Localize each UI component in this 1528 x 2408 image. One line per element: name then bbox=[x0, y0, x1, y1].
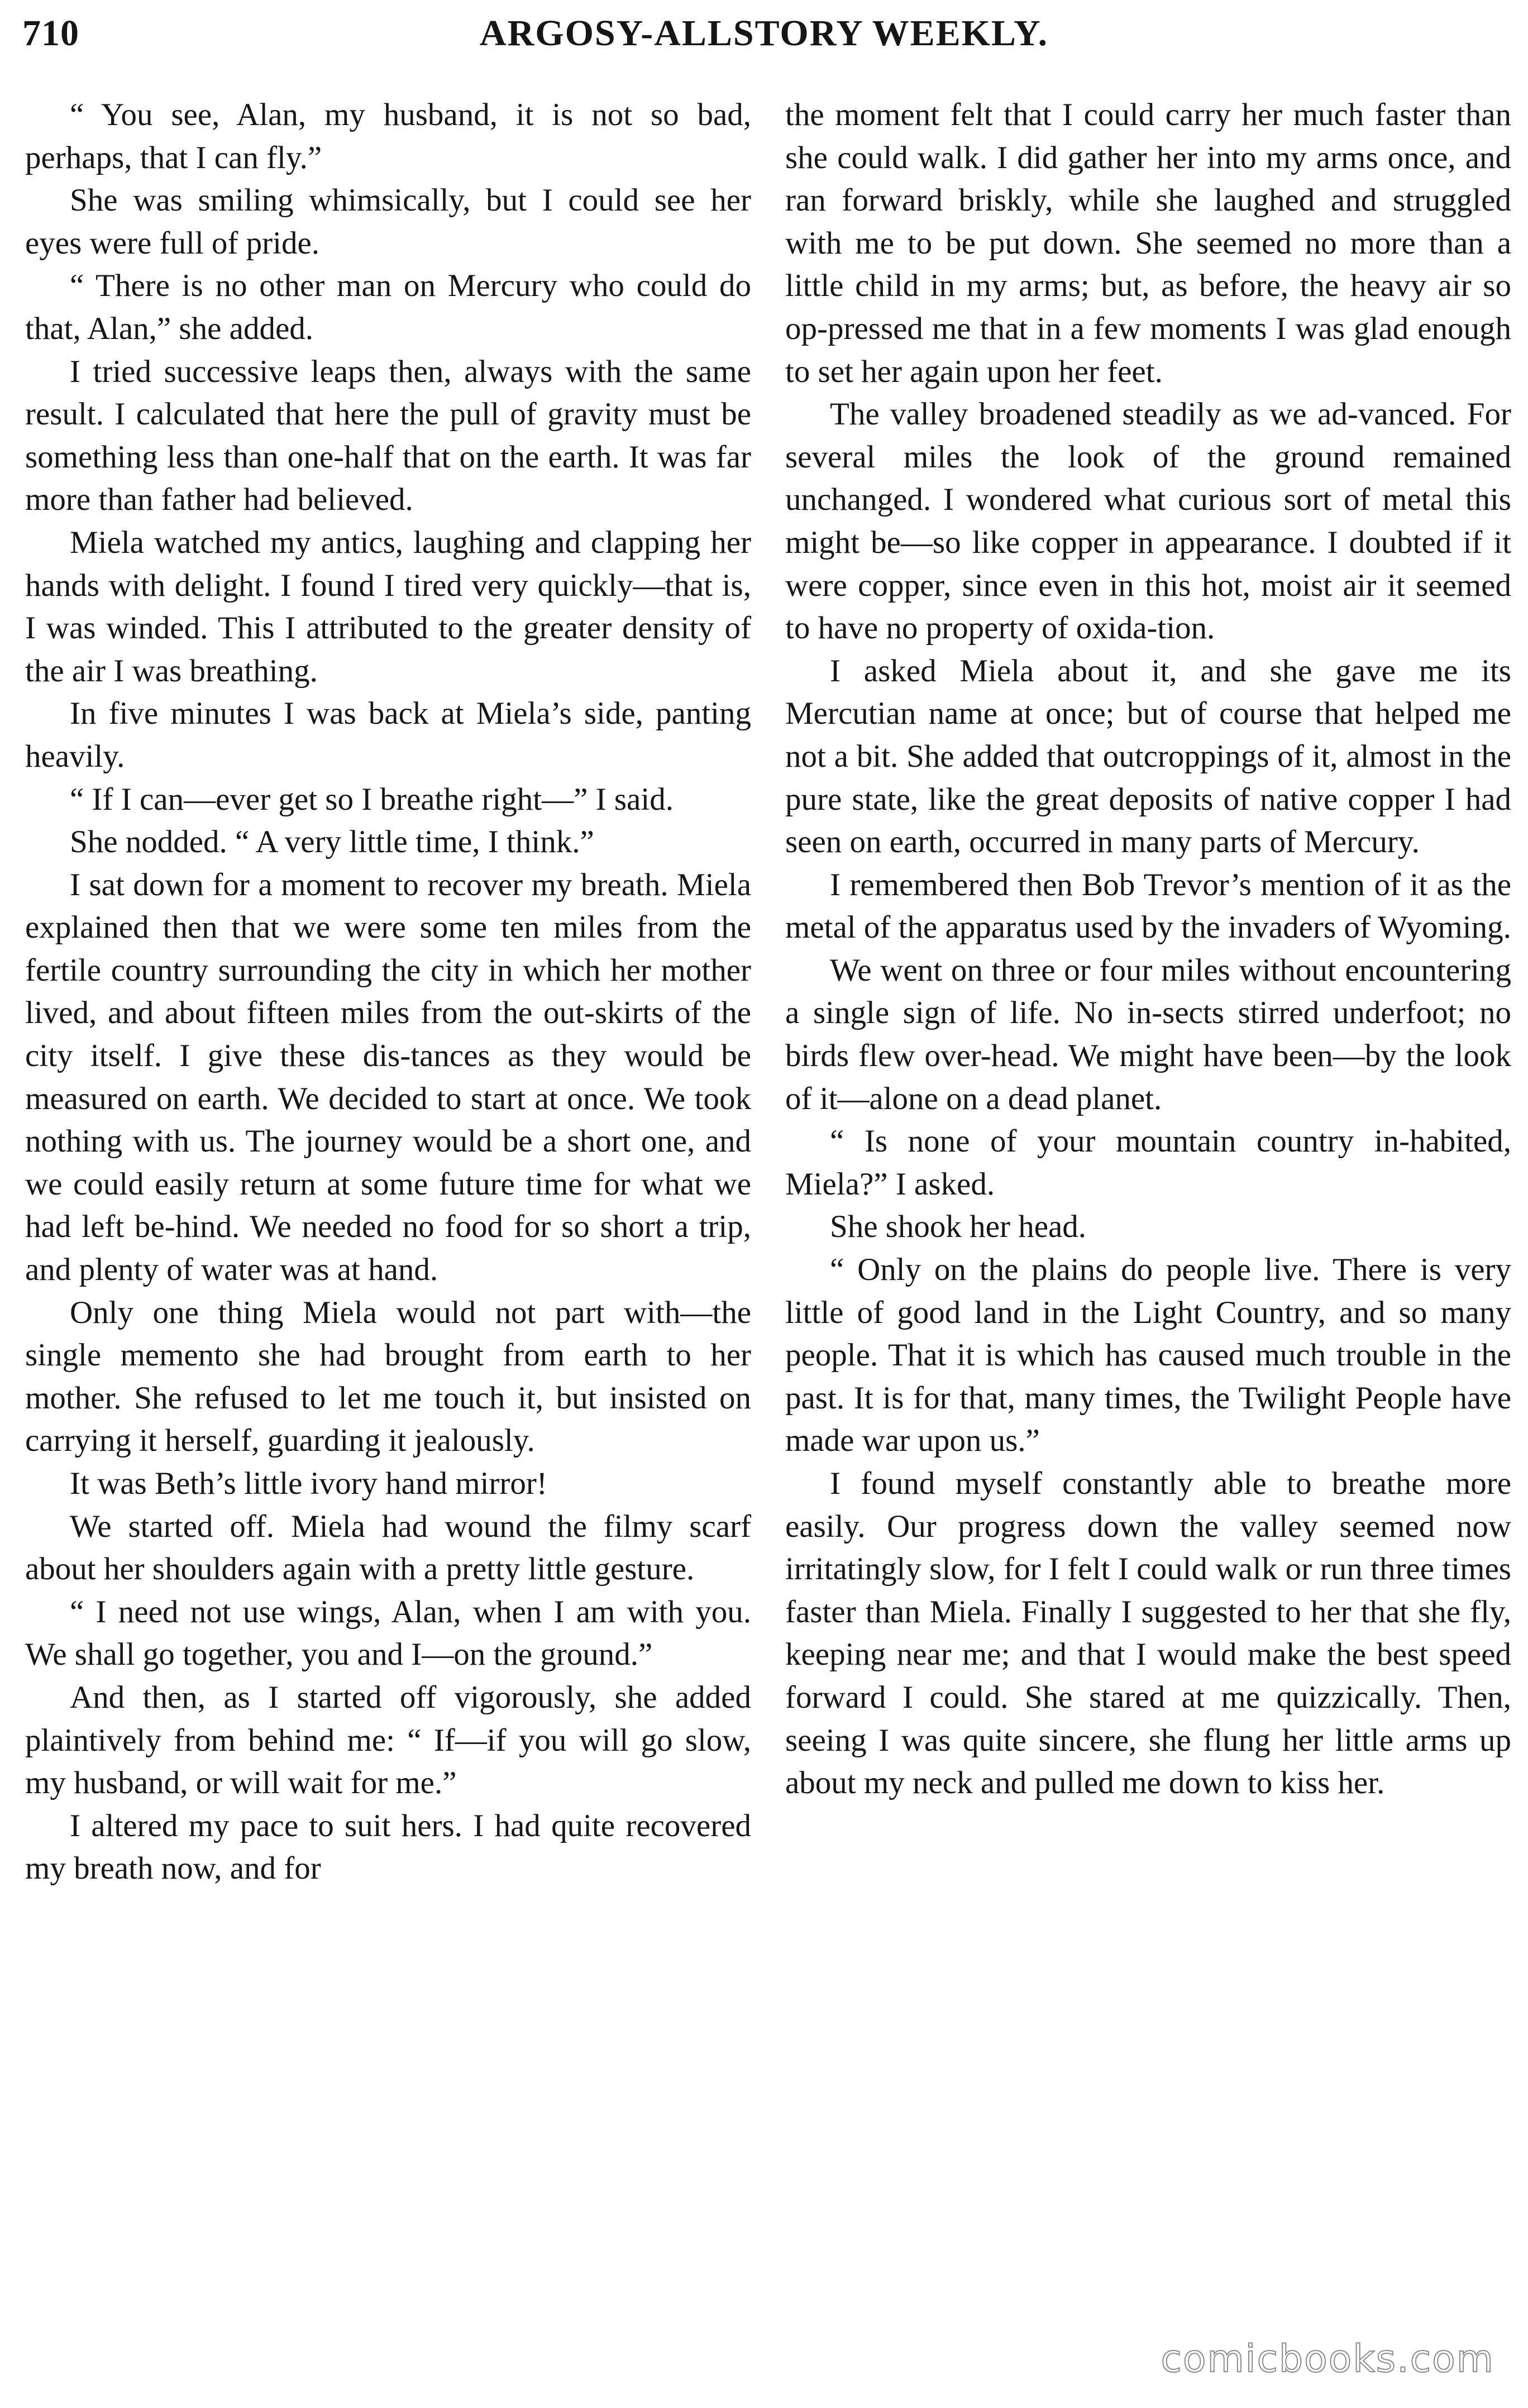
paragraph: “ Is none of your mountain country in-habited, Miela?” I asked. bbox=[785, 1124, 1511, 1202]
running-head-publication-title: ARGOSY-ALLSTORY WEEKLY. bbox=[479, 13, 1049, 54]
paragraph: I found myself constantly able to breathe more easily. Our progress down the valley seemed now irritatingly slow, for I felt I could walk or run three times faster than Miela. Finally I suggested to her that she fly, keeping near me; and that I would make the best speed forward I could. She stared at me quizzically. Then, seeing I was quite sincere, she flung her little arms up about my neck and pulled me down to kiss her. bbox=[785, 1466, 1511, 1801]
paragraph: I sat down for a moment to recover my breath. Miela explained then that we were some ten miles from the fertile country surrounding the city in which her mother lived, and about fifteen miles from the out-skirts of the city itself. I give these dis-tances as they would be measured on earth. We decided to start at once. We took nothing with us. The journey would be a short one, and we could easily return at some future time for what we had left be-hind. We needed no food for so short a trip, and plenty of water was at hand. bbox=[25, 867, 751, 1288]
paragraph: It was Beth’s little ivory hand mirror! bbox=[70, 1466, 547, 1501]
paragraph: Only one thing Miela would not part with—the single memento she had brought from earth to her mother. She refused to let me touch it, but insisted on carrying it herself, guarding it jealously. bbox=[25, 1294, 751, 1459]
paragraph: “ I need not use wings, Alan, when I am with you. We shall go together, you and I—on the ground.” bbox=[25, 1594, 751, 1673]
watermark: comicbooks.com bbox=[1161, 2337, 1494, 2381]
right-column bbox=[785, 94, 1511, 1805]
left-column bbox=[25, 94, 751, 1890]
paragraph: “ Only on the plains do people live. There is very little of good land in the Light Country, and so many people. That it is which has caused much trouble in the past. It is for that, many times, the Twilight People have made war upon us.” bbox=[785, 1252, 1511, 1459]
paragraph: I remembered then Bob Trevor’s mention of it as the metal of the apparatus used by the invaders of Wyoming. bbox=[785, 867, 1511, 945]
paragraph: I asked Miela about it, and she gave me its Mercutian name at once; but of course that helped me not a bit. She added that outcroppings of it, almost in the pure state, like the great deposits of native copper I had seen on earth, occurred in many parts of Mercury. bbox=[785, 653, 1511, 860]
paragraph: “ You see, Alan, my husband, it is not so bad, perhaps, that I can fly.” bbox=[25, 97, 751, 175]
paragraph: The valley broadened steadily as we ad-vanced. For several miles the look of the ground remained unchanged. I wondered what curious sort of metal this might be—so like copper in appearance. I doubted if it were copper, since even in this hot, moist air it seemed to have no property of oxida-tion. bbox=[785, 396, 1511, 646]
paragraph: We started off. Miela had wound the filmy scarf about her shoulders again with a pretty little gesture. bbox=[25, 1508, 751, 1587]
paragraph: “ There is no other man on Mercury who could do that, Alan,” she added. bbox=[25, 268, 751, 346]
paragraph: She was smiling whimsically, but I could see her eyes were full of pride. bbox=[25, 183, 751, 261]
paragraph: We went on three or four miles without encountering a single sign of life. No in-sects stirred underfoot; no birds flew over-head. We might have been—by the look of it—alone on a dead planet. bbox=[785, 952, 1511, 1116]
paragraph: She nodded. “ A very little time, I think.” bbox=[70, 824, 594, 860]
paragraph: I tried successive leaps then, always with the same result. I calculated that here the pull of gravity must be something less than one-half that on the earth. It was far more than father had believed. bbox=[25, 353, 751, 518]
paragraph-continued: the moment felt that I could carry her much faster than she could walk. I did gather her into my arms once, and ran forward briskly, while she laughed and struggled with me to be put down. She seemed no more than a little child in my arms; but, as before, the heavy air so op-pressed me that in a few moments I was glad enough to set her again upon her feet. bbox=[785, 97, 1511, 389]
paragraph: In five minutes I was back at Miela’s side, panting heavily. bbox=[25, 696, 751, 774]
paragraph: Miela watched my antics, laughing and clapping her hands with delight. I found I tired very quickly—that is, I was winded. This I attributed to the greater density of the air I was breathing. bbox=[25, 524, 751, 689]
page-number: 710 bbox=[22, 13, 79, 54]
paragraph: “ If I can—ever get so I breathe right—” I said. bbox=[70, 781, 674, 817]
paragraph: And then, as I started off vigorously, she added plaintively from behind me: “ If—if you will go slow, my husband, or will wait for me.” bbox=[25, 1679, 751, 1801]
paragraph: I altered my pace to suit hers. I had quite recovered my breath now, and for bbox=[25, 1808, 751, 1886]
paragraph: She shook her head. bbox=[830, 1209, 1087, 1245]
